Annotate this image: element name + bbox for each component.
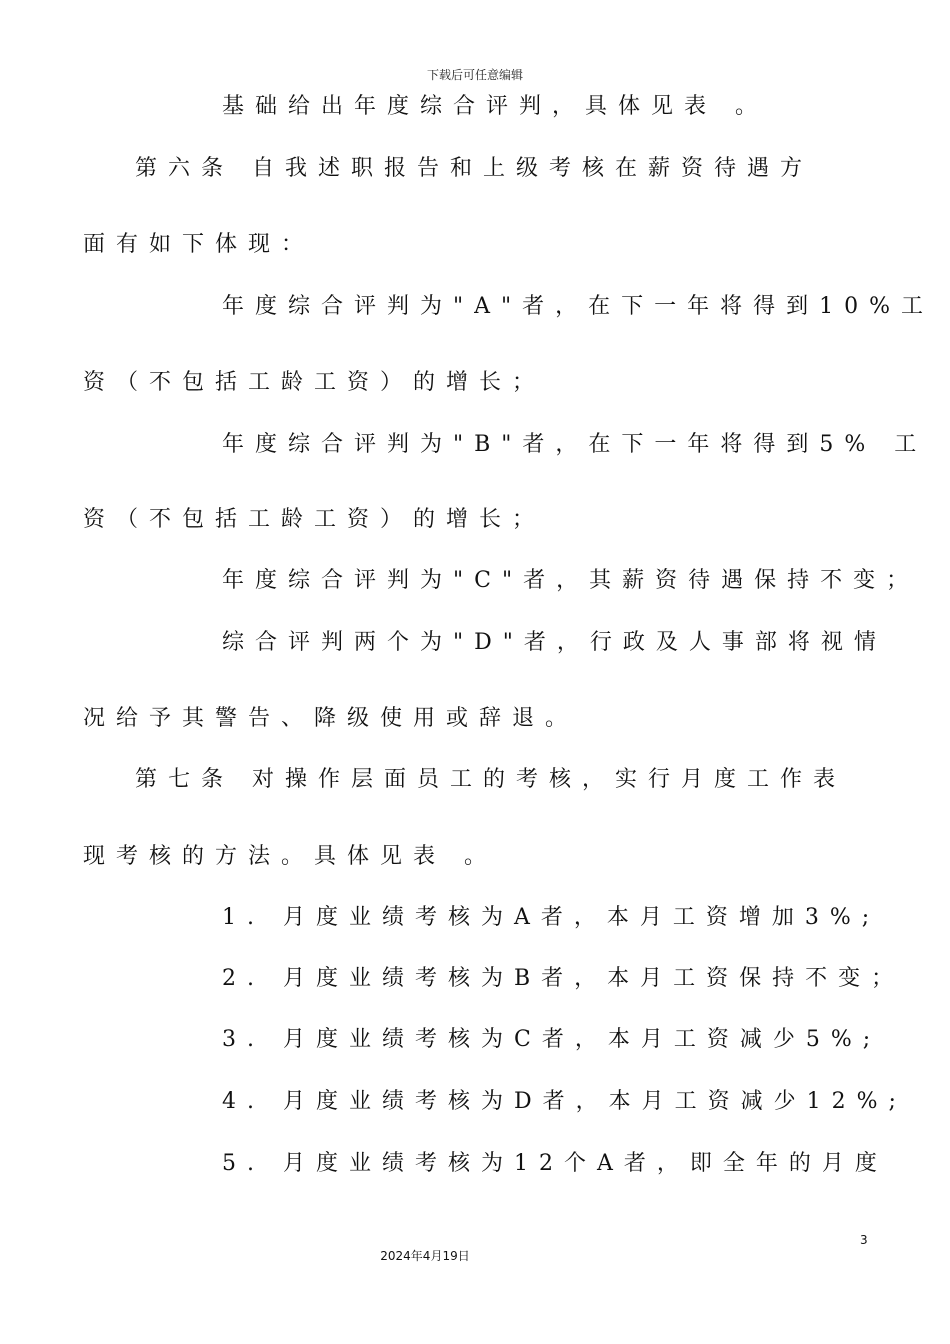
article-seven-heading: 第七条 对操作层面员工的考核，实行月度工作表 [135, 767, 846, 792]
footer-date: 2024年4月19日 [380, 1249, 470, 1263]
page-number: 3 [860, 1233, 868, 1247]
paragraph-line: 况给予其警告、降级使用或辞退。 [83, 706, 579, 731]
paragraph-line: 面有如下体现： [83, 232, 315, 257]
paragraph-line: 资（不包括工龄工资）的增长； [83, 507, 546, 532]
list-item: 5. 月度业绩考核为12个A者，即全年的月度 [222, 1151, 888, 1176]
paragraph-line: 综合评判两个为"D"者，行政及人事部将视情 [222, 630, 887, 655]
paragraph-line: 基础给出年度综合评判，具体见表 。 [222, 94, 768, 119]
paragraph-line: 年度综合评判为"C"者，其薪资待遇保持不变； [222, 568, 920, 593]
paragraph-line: 现考核的方法。具体见表 。 [83, 844, 497, 869]
paragraph-line: 年度综合评判为"A"者，在下一年将得到10%工 [222, 294, 935, 319]
list-item: 2. 月度业绩考核为B者，本月工资保持不变； [222, 966, 905, 991]
paragraph-line: 资（不包括工龄工资）的增长； [83, 370, 546, 395]
list-item: 3. 月度业绩考核为C者，本月工资减少5%; [222, 1027, 882, 1052]
paragraph-line: 年度综合评判为"B"者，在下一年将得到5% 工 [222, 432, 928, 457]
article-six-heading: 第六条 自我述职报告和上级考核在薪资待遇方 [135, 156, 813, 181]
page-header: 下载后可任意编辑 [426, 68, 523, 82]
list-item: 4. 月度业绩考核为D者，本月工资减少12%; [222, 1089, 907, 1114]
list-item: 1. 月度业绩考核为A者，本月工资增加3%; [222, 905, 881, 930]
